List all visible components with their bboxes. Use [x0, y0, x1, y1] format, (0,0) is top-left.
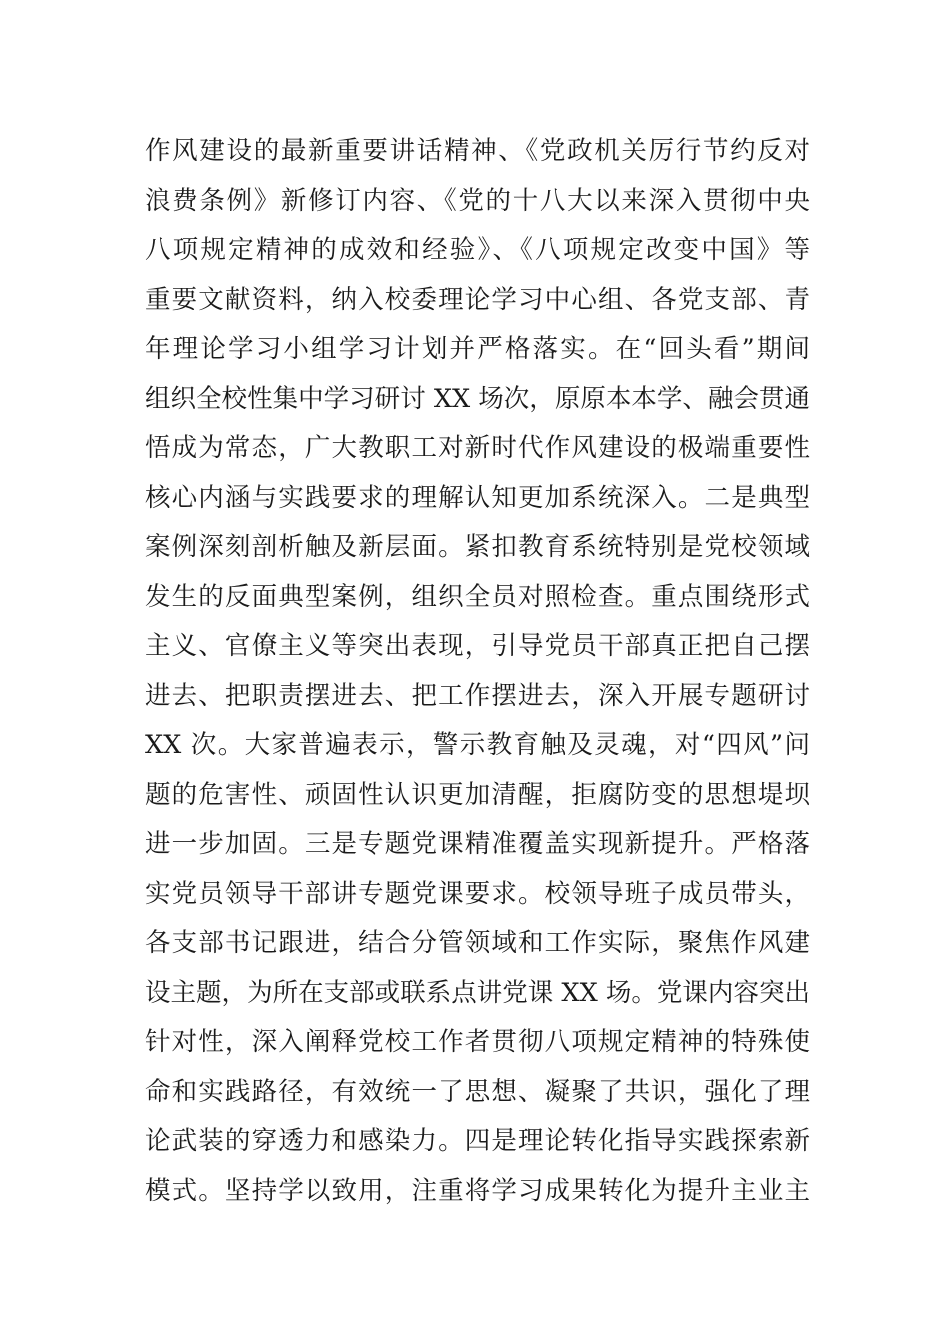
text-line: 实党员领导干部讲专题党课要求。校领导班子成员带头，: [145, 878, 810, 909]
text-line: 针对性，深入阐释党校工作者贯彻八项规定精神的特殊使: [145, 1027, 810, 1057]
text-line: 进去、把职责摆进去、把工作摆进去，深入开展专题研讨: [145, 680, 810, 711]
text-line: 浪费条例》新修订内容、《党的十八大以来深入贯彻中央: [145, 185, 810, 216]
text-line: 作风建设的最新重要讲话精神、《党政机关厉行节约反对: [145, 136, 810, 166]
text-line: 设主题，为所在支部或联系点讲党课 XX 场。党课内容突出: [145, 977, 810, 1008]
text-line: 论武装的穿透力和感染力。四是理论转化指导实践探索新: [145, 1126, 810, 1156]
text-line: 组织全校性集中学习研讨 XX 场次，原原本本学、融会贯通: [145, 383, 810, 414]
body-text: [145, 127, 810, 1216]
text-line: 八项规定精神的成效和经验》、《八项规定改变中国》等: [145, 235, 810, 265]
text-line: 进一步加固。三是专题党课精准覆盖实现新提升。严格落: [145, 829, 810, 859]
text-line: 命和实践路径，有效统一了思想、凝聚了共识，强化了理: [145, 1076, 810, 1107]
text-line: 各支部书记跟进，结合分管领域和工作实际，聚焦作风建: [145, 928, 810, 958]
text-line: 核心内涵与实践要求的理解认知更加系统深入。二是典型: [145, 482, 810, 513]
text-line: 题的危害性、顽固性认识更加清醒，拒腐防变的思想堤坝: [145, 779, 810, 810]
text-line: 主义、官僚主义等突出表现，引导党员干部真正把自己摆: [145, 631, 810, 661]
text-line: 模式。坚持学以致用，注重将学习成果转化为提升主业主: [145, 1175, 810, 1206]
text-line: 发生的反面典型案例，组织全员对照检查。重点围绕形式: [145, 581, 810, 612]
text-line: 案例深刻剖析触及新层面。紧扣教育系统特别是党校领域: [145, 532, 810, 562]
text-line: XX 次。大家普遍表示，警示教育触及灵魂，对“四风”问: [145, 730, 810, 760]
text-line: 年理论学习小组学习计划并严格落实。在“回头看”期间: [145, 334, 810, 364]
text-line: 重要文献资料，纳入校委理论学习中心组、各党支部、青: [145, 284, 810, 315]
text-line: 悟成为常态，广大教职工对新时代作风建设的极端重要性: [145, 433, 810, 463]
